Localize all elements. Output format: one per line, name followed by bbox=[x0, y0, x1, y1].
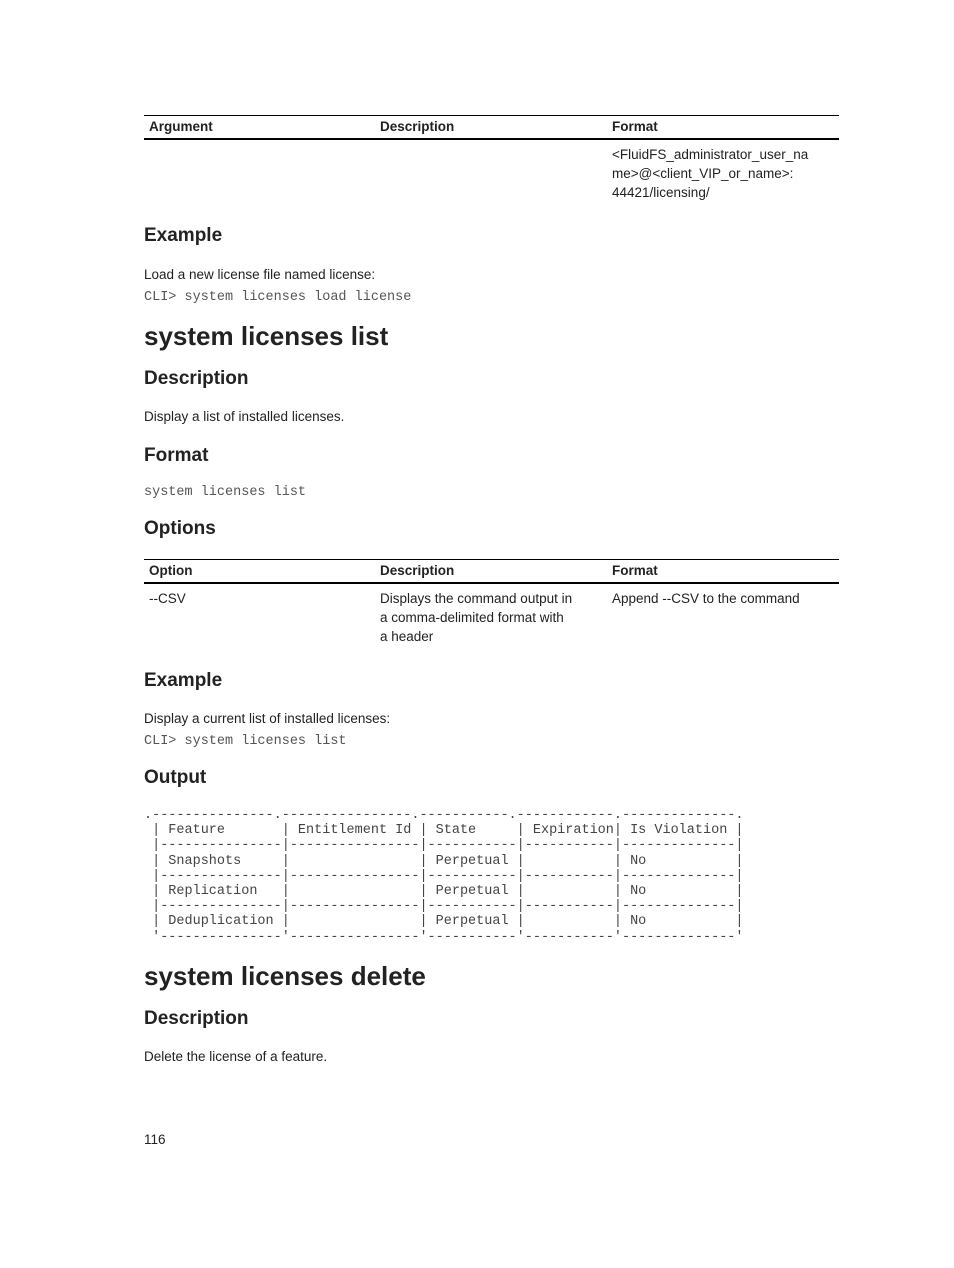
header-option: Option bbox=[144, 560, 375, 584]
section-title-delete: system licenses delete bbox=[144, 961, 426, 991]
cell-option: --CSV bbox=[149, 591, 186, 606]
argument-table bbox=[144, 115, 839, 202]
output-line: |---------------|----------------|-----------|-----------|--------------| bbox=[144, 899, 744, 915]
description-text: Delete the license of a feature. bbox=[144, 1049, 328, 1064]
cell-description: Displays the command output in a comma-delimited format with a header bbox=[380, 591, 573, 644]
cell-format: <FluidFS_administrator_user_na me>@<client_VIP_or_name>: 44421/licensing/ bbox=[612, 147, 809, 200]
description-heading: Description bbox=[144, 368, 249, 389]
options-heading: Options bbox=[144, 518, 216, 539]
example-heading: Example bbox=[144, 225, 223, 246]
table-row bbox=[144, 583, 839, 646]
output-heading: Output bbox=[144, 767, 207, 788]
output-line: | Deduplication | | Perpetual | | No | bbox=[144, 914, 744, 930]
format-heading: Format bbox=[144, 445, 209, 466]
options-table bbox=[144, 559, 839, 646]
cell-description bbox=[375, 139, 607, 202]
example-code: CLI> system licenses list bbox=[144, 734, 347, 749]
table-row bbox=[144, 139, 839, 202]
output-line: | Feature | Entitlement Id | State | Expiration| Is Violation | bbox=[144, 823, 744, 839]
example-text: Display a current list of installed licenses: bbox=[144, 711, 391, 726]
format-code: system licenses list bbox=[144, 485, 307, 500]
output-line: |---------------|----------------|-----------|-----------|--------------| bbox=[144, 868, 744, 884]
header-format: Format bbox=[607, 116, 839, 140]
output-line: '---------------'----------------'-----------'-----------'--------------' bbox=[144, 929, 744, 945]
argument-table-header bbox=[144, 116, 839, 140]
example-code: CLI> system licenses load license bbox=[144, 290, 412, 305]
page-number: 116 bbox=[144, 1132, 166, 1147]
header-argument: Argument bbox=[144, 116, 375, 140]
output-line: | Replication | | Perpetual | | No | bbox=[144, 884, 744, 900]
example-text: Load a new license file named license: bbox=[144, 267, 376, 282]
options-table-header bbox=[144, 560, 839, 584]
header-format: Format bbox=[607, 560, 839, 584]
description-heading: Description bbox=[144, 1008, 249, 1029]
output-line: |---------------|----------------|-----------|-----------|--------------| bbox=[144, 838, 744, 854]
cell-argument bbox=[144, 139, 375, 202]
output-line: .---------------.----------------.-----------.------------.--------------. bbox=[144, 808, 744, 823]
header-description: Description bbox=[375, 560, 607, 584]
cell-format: Append --CSV to the command bbox=[612, 591, 800, 606]
description-text: Display a list of installed licenses. bbox=[144, 409, 345, 424]
output-line: | Snapshots | | Perpetual | | No | bbox=[144, 853, 744, 869]
section-title-list: system licenses list bbox=[144, 321, 389, 351]
output-ascii-table bbox=[144, 808, 744, 945]
header-description: Description bbox=[375, 116, 607, 140]
example-heading: Example bbox=[144, 670, 223, 691]
